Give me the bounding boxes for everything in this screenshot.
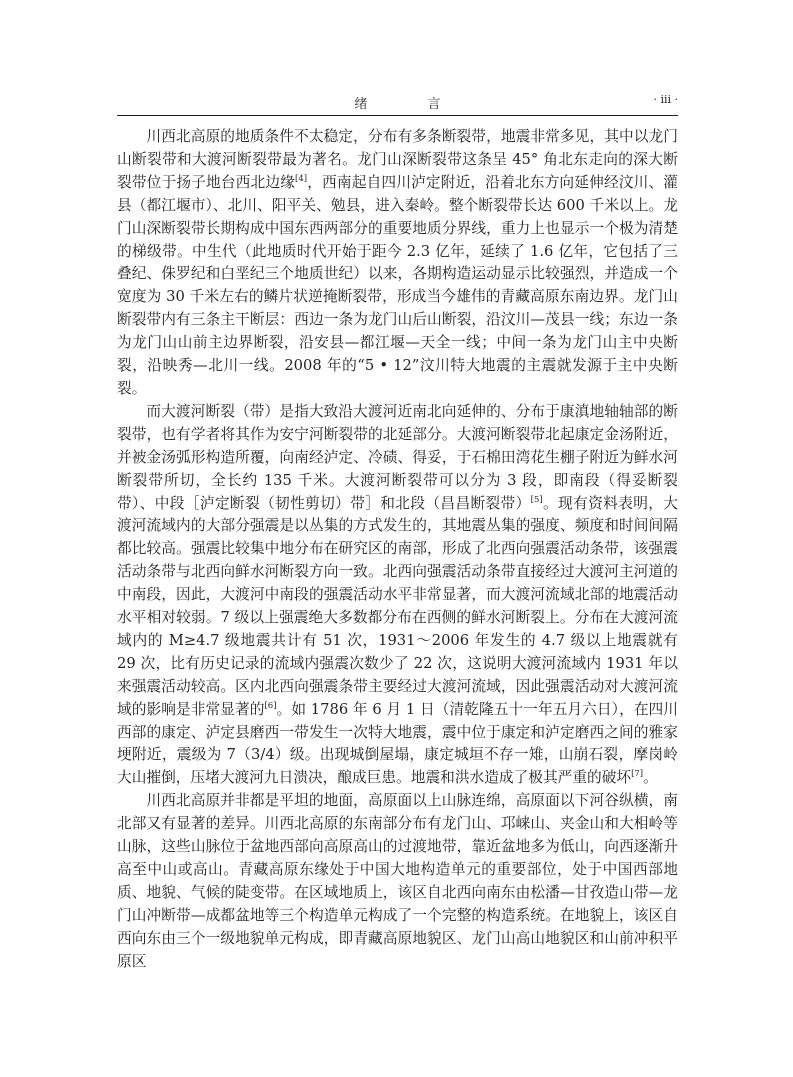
paragraph-text: 川西北高原并非都是平坦的地面，高原面以上山脉连绵，高原面以下河谷纵横，南北部又有显著的差异。川西北高原的东南部分布有龙门山、邛崃山、夹金山和大相岭等山脉，这些山脉位于盆地西部向高原高山的过渡地带，靠近盆地多为低山，向西逐渐升高至中山或高山。青藏高原东缘处于中国大地构造单元的重要部位，处于中国西部地质、地貌、气候的陡变带。在区域地质上，该区自北西向南东由松潘—甘孜造山带—龙门山冲断带—成都盆地等三个构造单元构成了一个完整的构造系统。在地貌上，该区自西向东由三个一级地貌单元构成，即青藏高原地貌区、龙门山高山地貌区和山前冲积平原区 xyxy=(117,792,678,970)
paragraph-text: 。如 1786 年 6 月 1 日（清乾隆五十一年五月六日），在四川西部的康定、泸定县磨西一带发生一次特大地震，震中位于康定和泸定磨西之间的雅家埂附近，震级为 7（3/4）级。出现城倒屋塌，康定城垣不存一雉，山崩石裂，摩岗岭大山摧倒，压堵大渡河九日溃决，酿成巨患。地震和洪水造成了极其严重的破坏 xyxy=(117,700,678,787)
running-head xyxy=(117,91,678,113)
paragraph-longmenshan-fault xyxy=(117,126,678,401)
paragraph-text: 。现有资料表明，大渡河流域内的大部分强震是以丛集的方式发生的，其地震丛集的强度、频度和时间间隔都比较高。强震比较集中地分布在研究区的南部，形成了北西向强震活动条带，该强震活动条带与北西向鲜水河断裂方向一致。北西向强震活动条带直接经过大渡河主河道的中南段，因此，大渡河中南段的强震活动水平非常显著，而大渡河流域北部的地震活动水平相对较弱。7 级以上强震绝大多数都分布在西侧的鲜水河断裂上。分布在大渡河流域内的 M≥4.7 级地震共计有 51 次，1931～2006 年发生的 4.7 级以上地震就有 29 次，比有历史记录的流域内强震次数少了 22 次，这说明大渡河流域内 1931 年以来强震活动较高。区内北西向强震条带主要经过大渡河流域，因此强震活动对大渡河流域的影响是非常显著的 xyxy=(117,494,678,718)
paragraph-text: 。 xyxy=(643,769,658,787)
citation-ref: [6] xyxy=(264,700,277,711)
header-rule xyxy=(117,115,678,116)
body-text xyxy=(117,126,678,974)
paragraph-text: 而大渡河断裂（带）是指大致沿大渡河近南北向延伸的、分布于康滇地轴轴部的断裂带，也有学者将其作为安宁河断裂带的北延部分。大渡河断裂带北起康定金汤附近，并被金汤弧形构造所覆，向南经泸定、冷碛、得妥，于石棉田湾花生棚子附近为鲜水河断裂带所切，全长约 135 千米。大渡河断裂带可以分为 3 段，即南段（得妥断裂带）、中段［泸定断裂（韧性剪切）带］和北段（昌昌断裂带） xyxy=(117,402,678,512)
paragraph-plateau-terrain xyxy=(117,790,678,973)
citation-ref: [4] xyxy=(295,173,308,184)
paragraph-text: ，西南起自四川泸定附近，沿着北东方向延伸经汶川、灌县（都江堰市）、北川、阳平关、勉县，进入秦岭。整个断裂带长达 600 千米以上。龙门山深断裂带长期构成中国东西两部分的重要地质分界线，重力上也显示一个极为清楚的梯级带。中生代（此地质时代开始于距今 2.3 亿年，延续了 1.6 亿年，它包括了三叠纪、侏罗纪和白垩纪三个地质世纪）以来，各期构造运动显示比较强烈，并造成一个宽度为 30 千米左右的鳞片状逆掩断裂带，形成当今雄伟的青藏高原东南边界。龙门山断裂带内有三条主干断层：西边一条为龙门山后山断裂，沿汶川—茂县一线；东边一条为龙门山山前主边界断裂，沿安县—都江堰—天全一线；中间一条为龙门山主中央断裂，沿映秀—北川一线。2008 年的“5 • 12”汶川特大地震的主震就发源于主中央断裂。 xyxy=(117,173,678,397)
citation-ref: [5] xyxy=(530,494,543,505)
citation-ref: [7] xyxy=(631,769,644,780)
running-head-title: 绪 言 xyxy=(354,97,469,112)
paragraph-dadu-river-fault xyxy=(117,401,678,790)
paragraph-text: 川西北高原的地质条件不太稳定，分布有多条断裂带，地震非常多见，其中以龙门山断裂带和大渡河断裂带最为著名。龙门山深断裂带这条呈 45° 角北东走向的深大断裂带位于扬子地台西北边缘 xyxy=(117,128,678,191)
page-number: · iii · xyxy=(653,93,678,106)
